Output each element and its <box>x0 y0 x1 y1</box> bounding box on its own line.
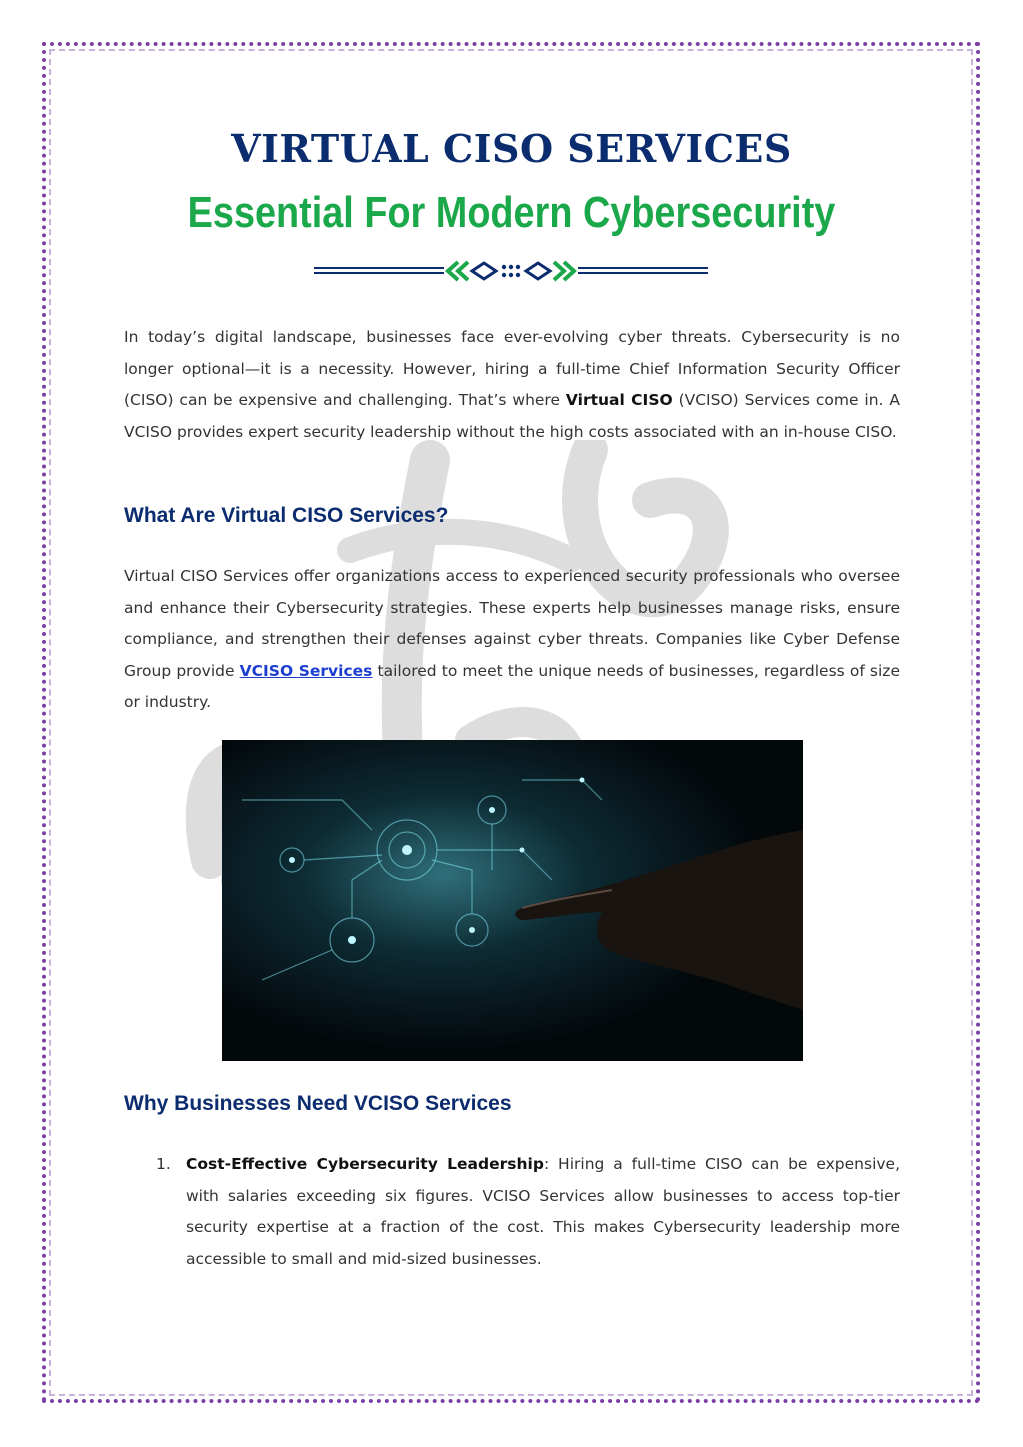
section-heading-why-need: Why Businesses Need VCISO Services <box>124 1092 512 1115</box>
list-item-bold-term: Cost-Effective Cybersecurity Leadership <box>186 1155 544 1173</box>
page-title: VIRTUAL CISO SERVICES <box>231 126 792 171</box>
cyber-hand-illustration-icon <box>222 740 803 1061</box>
vciso-services-link[interactable]: VCISO Services <box>239 661 373 680</box>
hero-image <box>222 740 803 1061</box>
section-heading-what-are: What Are Virtual CISO Services? <box>124 504 449 527</box>
intro-text-end: (VCISO) Services come in. A VCISO provides expert security leadership without the high costs associated with an in-house CISO. <box>124 391 900 441</box>
intro-bold-term: Virtual CISO <box>565 391 673 409</box>
intro-paragraph <box>124 322 900 448</box>
section1-text-end: tailored to meet the unique needs of businesses, regardless of size or industry. <box>124 661 900 711</box>
chevron-diamond-ornament-icon <box>314 258 708 284</box>
list-item-number: 1. <box>156 1155 171 1173</box>
list-item-body: : Hiring a full-time CISO can be expensive, with salaries exceeding six figures. VCISO Services allow businesses to access top-tier security expertise at a fraction of the cost. This makes Cybersecurity leadership more accessible to small and mid-sized businesses. <box>186 1155 901 1268</box>
intro-text-start: In today’s digital landscape, businesses face ever-evolving cyber threats. Cybersecurity is no longer optional—it is a necessity. However, hiring a full-time Chief Information Security Officer (CISO) can be expensive and challenging. That’s where <box>124 328 900 409</box>
page-subtitle: Essential For Modern Cybersecurity <box>187 188 836 237</box>
section1-text-start: Virtual CISO Services offer organizations access to experienced security professionals who oversee and enhance their Cybersecurity strategies. These experts help businesses manage risks, ensure compliance, and strengthen their defenses against cyber threats. Companies like Cyber Defense Group provide <box>124 567 900 680</box>
section1-paragraph <box>124 561 900 719</box>
list-item-text <box>186 1149 900 1275</box>
